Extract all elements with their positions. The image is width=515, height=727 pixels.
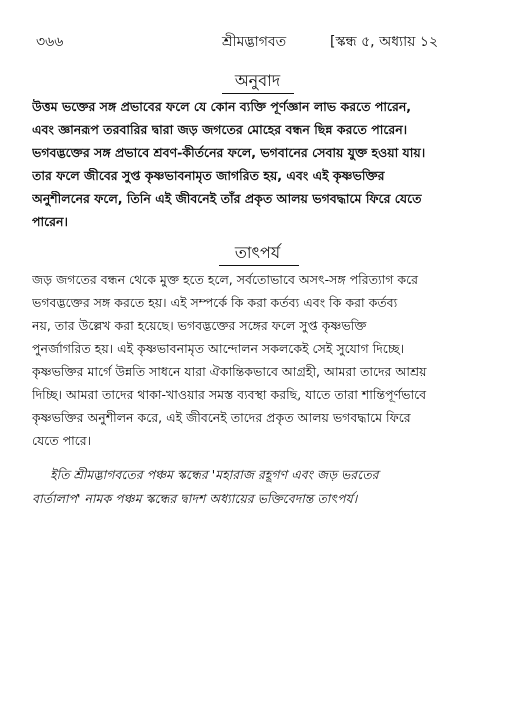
chapter-reference: [স্কন্ধ ৫, অধ্যায় ১২ bbox=[330, 34, 439, 50]
purport-line: যেতে পারে। bbox=[32, 433, 92, 448]
purport-line: দিচ্ছি। আমরা তাদের থাকা-খাওয়ার সমস্ত ব্যবস্থা করছি, যাতে তারা শান্তিপূর্ণভাবে bbox=[32, 387, 427, 402]
purport-line: নয়, তার উল্লেখ করা হয়েছে। ভগবদ্ভক্তের সঙ্গের ফলে সুপ্ত কৃষ্ণভক্তি bbox=[32, 318, 367, 333]
translation-heading: অনুবাদ bbox=[234, 71, 281, 90]
translation-line: তার ফলে জীবের সুপ্ত কৃষ্ণভাবনামৃত জাগরিত হয়, এবং এই কৃষ্ণভক্তির bbox=[32, 168, 385, 183]
translation-line: উত্তম ভক্তের সঙ্গ প্রভাবের ফলে যে কোন ব্যক্তি পূর্ণজ্ঞান লাভ করতে পারেন, bbox=[32, 99, 412, 114]
purport-line: পুনর্জাগরিত হয়। এই কৃষ্ণভাবনামৃত আন্দোলন সকলকেই সেই সুযোগ দিচ্ছে। bbox=[32, 341, 405, 356]
colophon-line: বার্তালাপ' নামক পঞ্চম স্কন্ধের দ্বাদশ অধ্যায়ের ভক্তিবেদান্ত তাৎপর্য। bbox=[32, 491, 358, 506]
translation-heading-underline bbox=[222, 93, 294, 94]
translation-line: পারেন। bbox=[32, 214, 68, 229]
purport-line: কৃষ্ণভক্তির অনুশীলন করে, এই জীবনেই তাদের প্রকৃত আলয় ভগবদ্ধামে ফিরে bbox=[32, 410, 411, 425]
purport-line: ভগবদ্ভক্তের সঙ্গ করতে হয়। এই সম্পর্কে কি করা কর্তব্য এবং কি করা কর্তব্য bbox=[32, 295, 398, 310]
book-title: শ্রীমদ্ভাগবত bbox=[222, 34, 287, 50]
translation-line: ভগবদ্ভক্তের সঙ্গ প্রভাবে শ্রবণ-কীর্তনের ফলে, ভগবানের সেবায় যুক্ত হওয়া যায়। bbox=[32, 145, 426, 160]
purport-heading-underline bbox=[219, 265, 299, 266]
purport-line: জড় জগতের বন্ধন থেকে মুক্ত হতে হলে, সর্বতোভাবে অসৎ-সঙ্গ পরিত্যাগ করে bbox=[32, 272, 419, 287]
translation-line: এবং জ্ঞানরূপ তরবারির দ্বারা জড় জগতের মোহের বন্ধন ছিন্ন করতে পারেন। bbox=[32, 122, 408, 137]
purport-line: কৃষ্ণভক্তির মার্গে উন্নতি সাধনে যারা ঐকান্তিকভাবে আগ্রহী, আমরা তাদের আশ্রয় bbox=[32, 364, 427, 379]
purport-heading: তাৎপর্য bbox=[234, 243, 281, 262]
translation-line: অনুশীলনের ফলে, তিনি এই জীবনেই তাঁর প্রকৃত আলয় ভগবদ্ধামে ফিরে যেতে bbox=[32, 191, 422, 206]
page-number: ৩৬৬ bbox=[36, 34, 64, 50]
colophon-line: ইতি শ্রীমদ্ভাগবতের পঞ্চম স্কন্ধের 'মহারাজ রহূগণ এবং জড় ভরতের bbox=[50, 467, 379, 482]
